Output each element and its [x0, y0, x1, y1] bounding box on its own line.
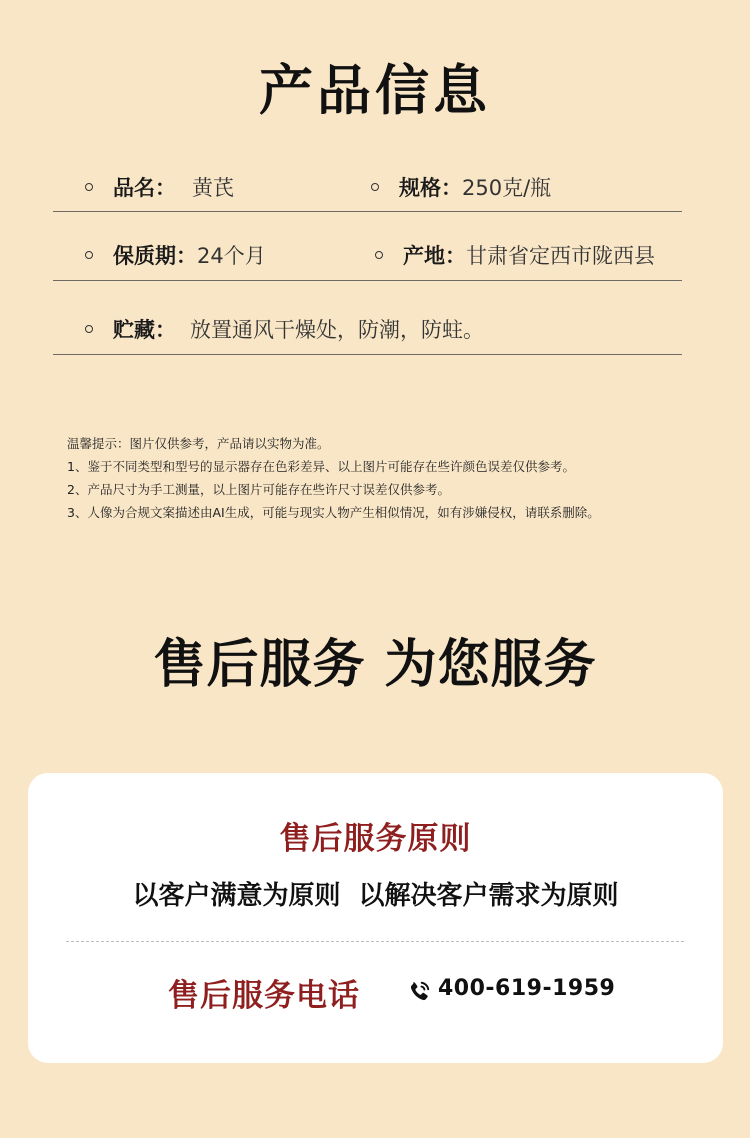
info-label: 规格： [399, 176, 462, 200]
info-item-origin [375, 240, 655, 270]
info-label: 贮藏： [113, 318, 176, 342]
notes-block [67, 432, 707, 524]
info-value: 24个月 [197, 244, 266, 268]
info-item-spec [371, 172, 551, 202]
hotline-label: 售后服务电话 [168, 978, 360, 1014]
info-row [53, 314, 682, 355]
info-label: 品名： [113, 176, 176, 200]
note-line: 温馨提示：图片仅供参考，产品请以实物为准。 [67, 436, 330, 451]
bullet-icon [371, 183, 379, 191]
note-line: 1、鉴于不同类型和型号的显示器存在色彩差异、以上图片可能存在些许颜色误差仅供参考。 [67, 459, 575, 474]
info-item-shelf-life [85, 240, 266, 270]
bullet-icon [85, 251, 93, 259]
info-row [53, 240, 682, 281]
after-sales-card [28, 773, 723, 1063]
after-sales-title: 售后服务 为您服务 [153, 634, 597, 695]
bullet-icon [85, 325, 93, 333]
hotline-number[interactable]: 400-619-1959 [438, 976, 616, 1001]
info-value: 放置通风干燥处，防潮，防蛀。 [190, 318, 484, 342]
info-value: 250克/瓶 [462, 176, 552, 200]
card-divider [66, 941, 684, 942]
card-subtitle: 以客户满意为原则 以解决客户需求为原则 [132, 881, 619, 911]
note-line: 3、人像为合规文案描述由AI生成，可能与现实人物产生相似情况，如有涉嫌侵权，请联系删除。 [67, 505, 600, 520]
note-line: 2、产品尺寸为手工测量，以上图片可能存在些许尺寸误差仅供参考。 [67, 482, 450, 497]
info-value: 黄芪 [192, 176, 234, 200]
card-title: 售后服务原则 [279, 821, 472, 857]
bullet-icon [85, 183, 93, 191]
phone-icon [406, 979, 432, 1005]
bullet-icon [375, 251, 383, 259]
info-item-name [85, 172, 234, 202]
info-label: 保质期： [113, 244, 197, 268]
info-row [53, 172, 682, 212]
info-item-storage [85, 314, 484, 344]
info-label: 产地： [403, 244, 466, 268]
page-title: 产品信息 [259, 58, 491, 122]
info-value: 甘肃省定西市陇西县 [466, 244, 655, 268]
